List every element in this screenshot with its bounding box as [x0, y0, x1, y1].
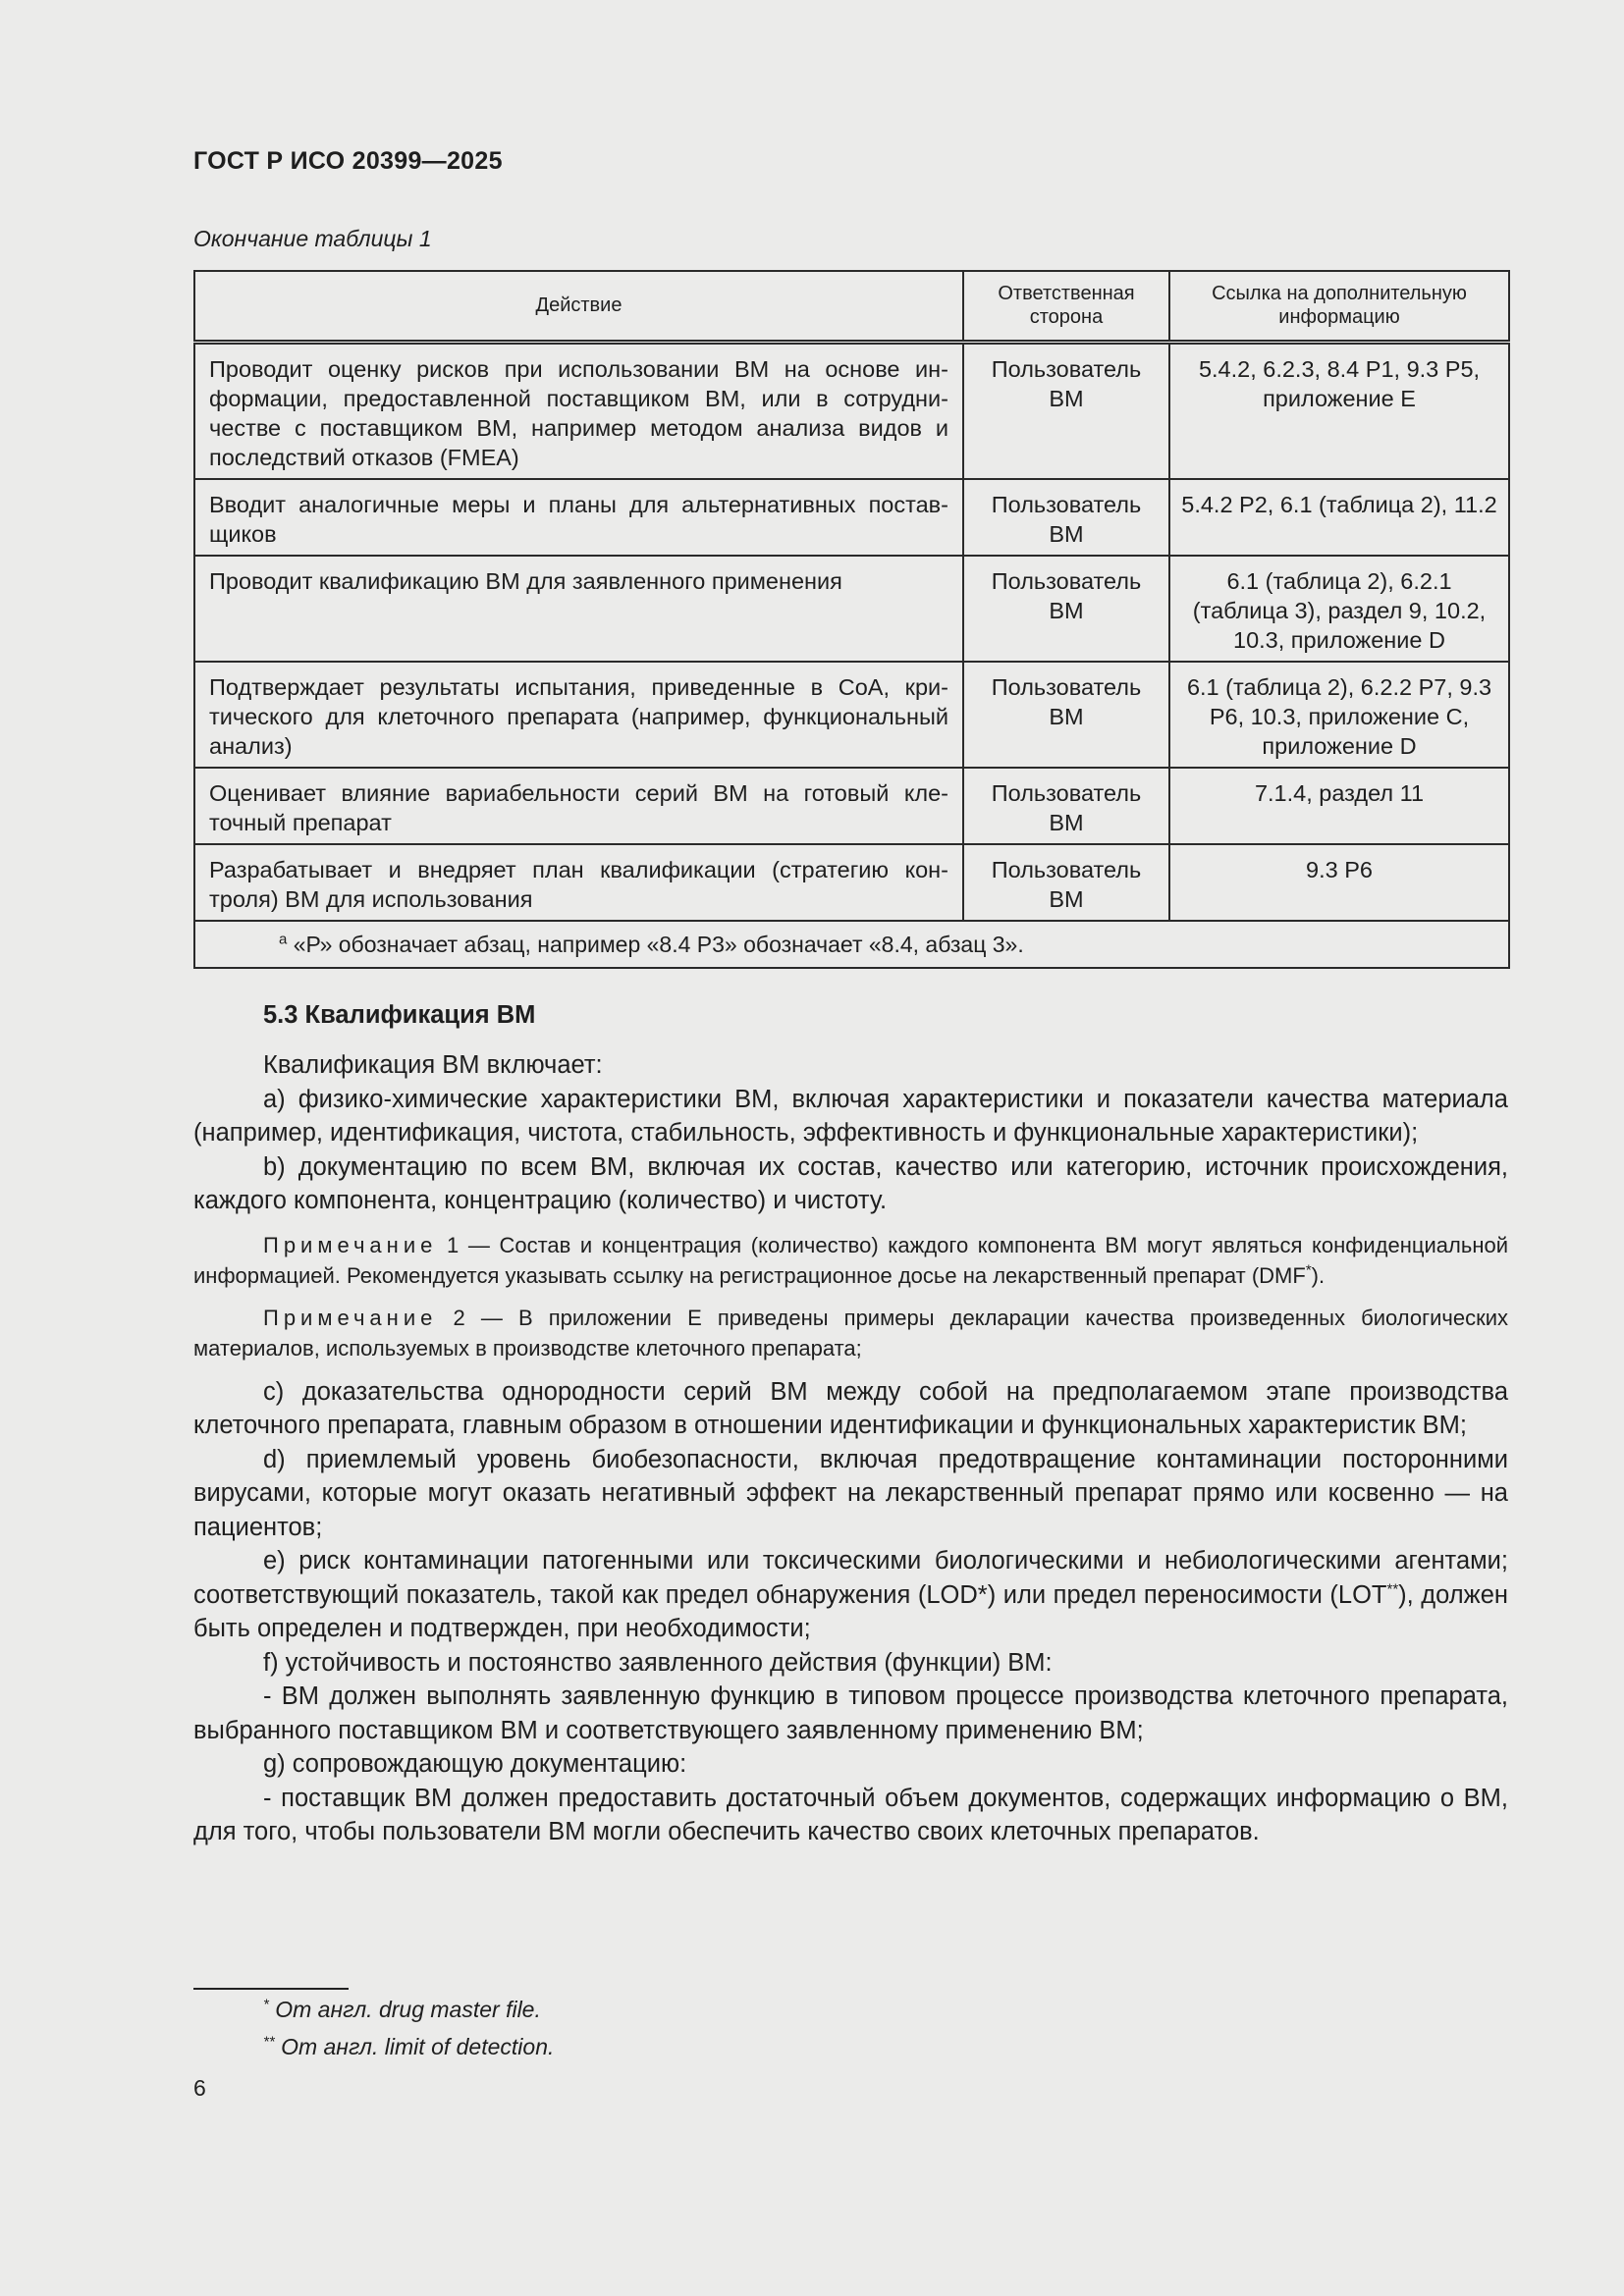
- list-item-e: [193, 1544, 1508, 1646]
- item-e-mark: **: [1386, 1580, 1399, 1597]
- table-footnote-row: [194, 921, 1509, 968]
- cell-action: Проводит квалификацию ВМ для заявленного применения: [194, 556, 963, 662]
- cell-reference: 5.4.2 P2, 6.1 (таблица 2), 11.2: [1169, 479, 1509, 556]
- section-heading: 5.3 Квалификация ВМ: [263, 1001, 536, 1029]
- cell-party: Пользователь ВМ: [963, 844, 1169, 921]
- list-item-b: b) документацию по всем ВМ, включая их состав, качество или категорию, источник происхождения, каждого компонента, концентрацию (количество) и чистоту.: [193, 1152, 1508, 1214]
- cell-action: Оценивает влияние вариабельности серий ВМ на готовый клеточный препарат: [194, 768, 963, 844]
- item-e-text: e) риск контаминации патогенными или токсическими биологическими и небиологическими агентами; соответствующий показатель, такой как предел обнаружения (LOD*) или предел переносимости (LOT: [193, 1547, 1508, 1609]
- note-label: Примечание: [263, 1305, 438, 1330]
- section-body: [193, 1048, 1508, 1849]
- responsibility-table: [193, 270, 1510, 969]
- header-action: Действие: [194, 271, 963, 342]
- note-1: [193, 1230, 1508, 1291]
- table-row: [194, 844, 1509, 921]
- footnote-divider: [193, 1988, 349, 1990]
- cell-party: Пользователь ВМ: [963, 556, 1169, 662]
- paragraph-intro: Квалификация ВМ включает:: [263, 1051, 603, 1079]
- note-mark: *: [1305, 1261, 1312, 1279]
- list-item-a: a) физико-химические характеристики ВМ, включая характеристики и показатели качества материала (например, идентификация, чистота, стабильность, эффективность и функциональные характеристики);: [193, 1085, 1508, 1147]
- note-text: 1 — Состав и концентрация (количество) каждого компонента ВМ могут являться конфиденциальной информацией. Рекомендуется указывать ссылку на регистрационное досье на лекарственный препарат (DMF: [193, 1232, 1508, 1288]
- cell-reference: 6.1 (таблица 2), 6.2.1 (таблица 3), раздел 9, 10.2, 10.3, приложение D: [1169, 556, 1509, 662]
- list-item-c: c) доказательства однородности серий ВМ между собой на предполагаемом этапе производства клеточного препарата, главным образом в отношении идентификации и функциональных характеристик ВМ;: [193, 1377, 1508, 1439]
- table-row: [194, 662, 1509, 768]
- table-row: [194, 556, 1509, 662]
- header-party: Ответственная сторона: [963, 271, 1169, 342]
- cell-action: Вводит аналогичные меры и планы для альтернативных поставщиков: [194, 479, 963, 556]
- table-footnote: [194, 921, 1509, 968]
- footnote-1: [263, 1997, 541, 2023]
- footnote-2: [263, 2034, 554, 2060]
- note-text: 2 — В приложении Е приведены примеры декларации качества произведенных биологических материалов, используемых в производстве клеточного препарата;: [193, 1305, 1508, 1361]
- footnote-text: От англ. limit of detection.: [274, 2034, 555, 2059]
- list-item-f-dash: - ВМ должен выполнять заявленную функцию в типовом процессе производства клеточного препарата, выбранного поставщиком ВМ и соответствующего заявленному применению ВМ;: [193, 1682, 1508, 1744]
- cell-action: Подтверждает результаты испытания, приведенные в CoA, критического для клеточного препарата (например, функциональный анализ): [194, 662, 963, 768]
- cell-action: Проводит оценку рисков при использовании ВМ на основе информации, предоставленной поставщиком ВМ, или в сотрудничестве с поставщиком ВМ, например методом анализа видов и последствий отказов (FMEA): [194, 342, 963, 479]
- cell-party: Пользователь ВМ: [963, 662, 1169, 768]
- document-title: ГОСТ Р ИСО 20399—2025: [193, 147, 503, 175]
- list-item-d: d) приемлемый уровень биобезопасности, включая предотвращение контаминации посторонними вирусами, которые могут оказать негативный эффект на лекарственный препарат прямо или косвенно — на пациентов;: [193, 1445, 1508, 1541]
- list-item-g: g) сопровождающую документацию:: [263, 1750, 687, 1778]
- footnote-mark: *: [263, 1996, 269, 2013]
- note-label: Примечание: [263, 1232, 438, 1257]
- cell-party: Пользователь ВМ: [963, 479, 1169, 556]
- list-item-f: f) устойчивость и постоянство заявленного действия (функции) ВМ:: [263, 1648, 1053, 1677]
- cell-reference: 5.4.2, 6.2.3, 8.4 P1, 9.3 P5, приложение Е: [1169, 342, 1509, 479]
- footnote-text: От англ. drug master file.: [268, 1997, 541, 2022]
- table-caption: Окончание таблицы 1: [193, 226, 432, 251]
- table-row: [194, 768, 1509, 844]
- note-2: [193, 1303, 1508, 1363]
- cell-party: Пользователь ВМ: [963, 768, 1169, 844]
- footnote-mark: **: [263, 2033, 275, 2051]
- cell-reference: 6.1 (таблица 2), 6.2.2 P7, 9.3 P6, 10.3, приложение С, приложение D: [1169, 662, 1509, 768]
- note-end: ).: [1311, 1262, 1326, 1288]
- item-e-text-end: ), должен быть определен и подтвержден, при необходимости;: [193, 1580, 1508, 1642]
- cell-action: Разрабатывает и внедряет план квалификации (стратегию контроля) ВМ для использования: [194, 844, 963, 921]
- table-row: [194, 342, 1509, 479]
- page-number: 6: [193, 2075, 206, 2101]
- footnote-mark: a: [279, 930, 288, 947]
- list-item-g-dash: - поставщик ВМ должен предоставить достаточный объем документов, содержащих информацию о ВМ, для того, чтобы пользователи ВМ могли обеспечить качество своих клеточных препаратов.: [193, 1784, 1508, 1845]
- table-row: [194, 479, 1509, 556]
- footnote-text: «Р» обозначает абзац, например «8.4 Р3» обозначает «8.4, абзац 3».: [287, 931, 1024, 957]
- header-reference: Ссылка на дополнительную информацию: [1169, 271, 1509, 342]
- cell-reference: 9.3 P6: [1169, 844, 1509, 921]
- table-header-row: [194, 271, 1509, 342]
- cell-party: Пользователь ВМ: [963, 342, 1169, 479]
- cell-reference: 7.1.4, раздел 11: [1169, 768, 1509, 844]
